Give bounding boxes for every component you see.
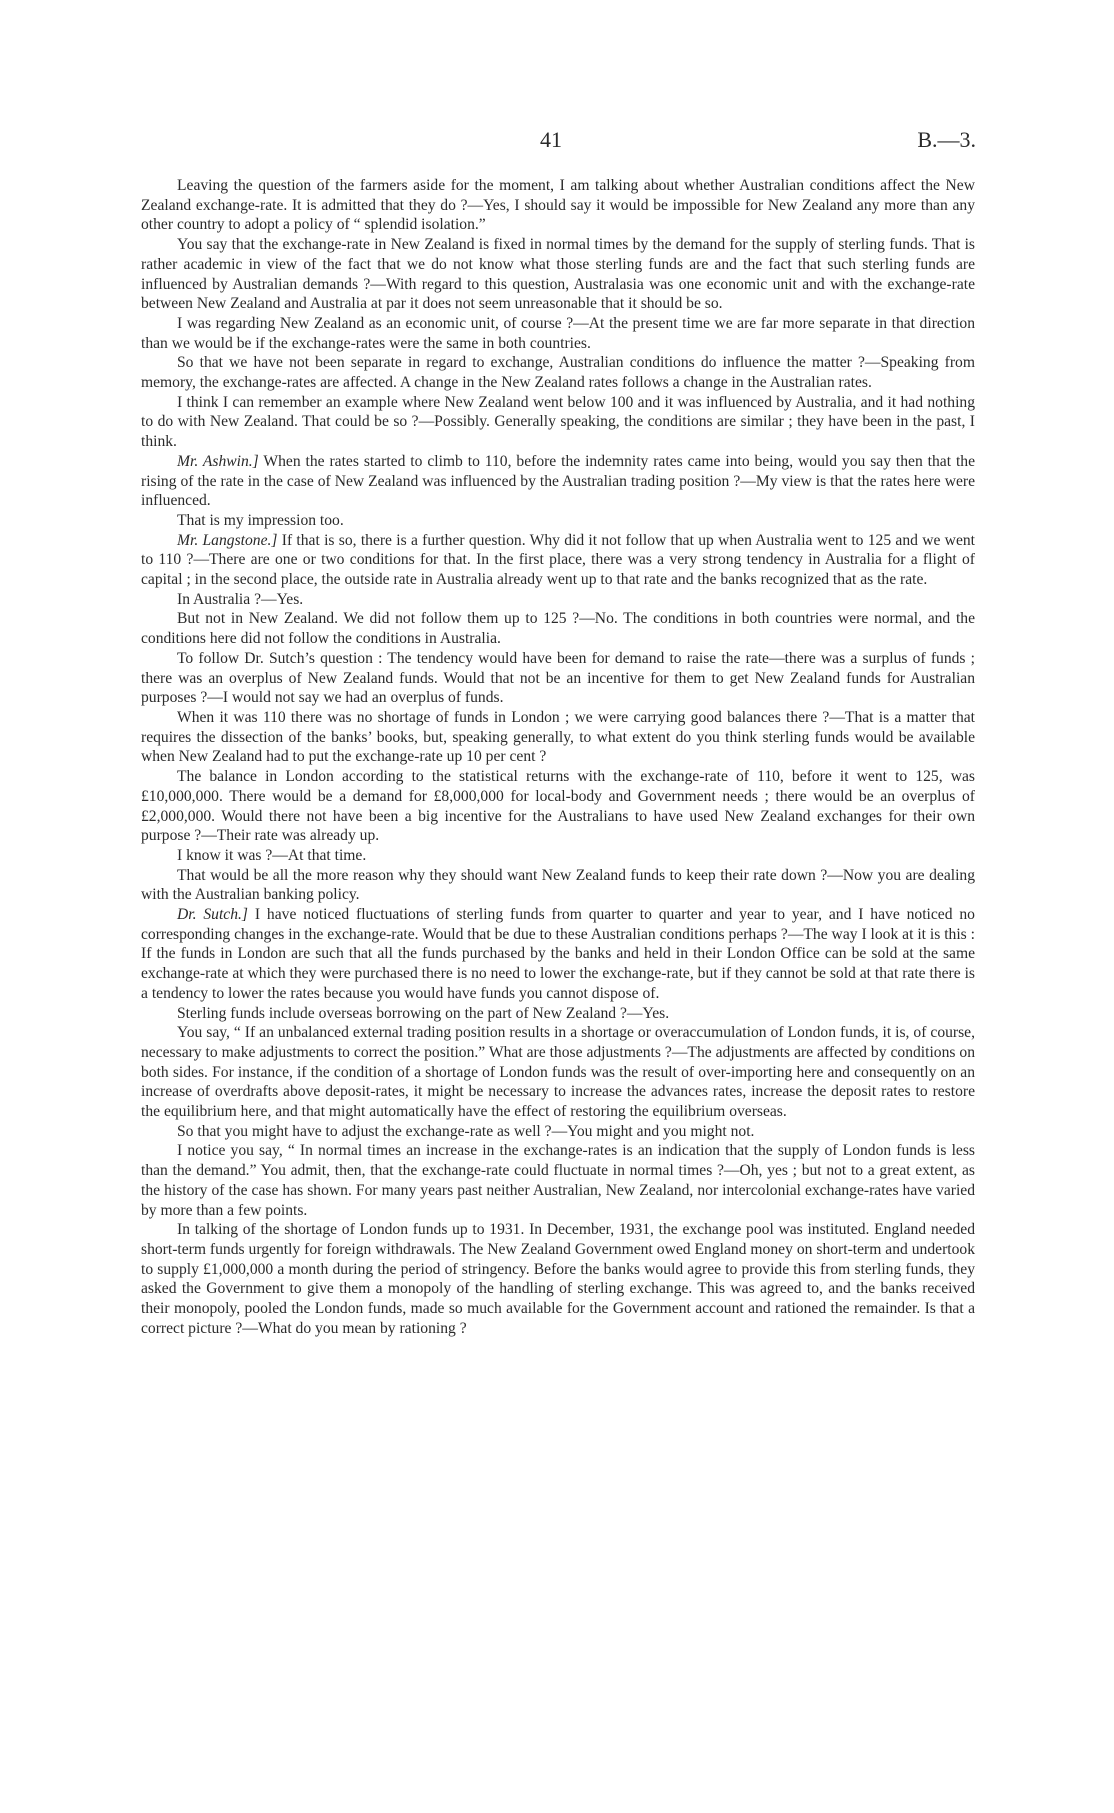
paragraph: I know it was ?—At that time. [177, 846, 367, 864]
paragraph: To follow Dr. Sutch’s question : The tendency would have been for demand to raise the rate—there was a surplus of funds ; there was an overplus of New Zealand funds. Would that not be an incentive for them to get New Zealand funds for Australian purposes ?—I would not say we had an overplus of funds. [141, 649, 975, 707]
paragraph: In Australia ?—Yes. [177, 590, 304, 608]
paragraph: Leaving the question of the farmers aside for the moment, I am talking about whether Australian conditions affect the New Zealand exchange-rate. It is admitted that they do ?—Yes, I should say it would be impossible for New Zealand any more than any other country to adopt a policy of “ splendid isolation.” [141, 177, 975, 234]
paragraph: Sterling funds include overseas borrowing on the part of New Zealand ?—Yes. [177, 1004, 670, 1022]
paragraph: When it was 110 there was no shortage of funds in London ; we were carrying good balances there ?—That is a matter that requires the dissection of the banks’ books, but, speaking generally, to what extent do you think sterling funds would be available when New Zealand had to put the exchange-rate up 10 per cent ? [141, 708, 975, 766]
page-header [0, 127, 1114, 157]
paragraph: So that you might have to adjust the exchange-rate as well ?—You might and you might not. [177, 1122, 755, 1140]
paragraph [141, 531, 975, 590]
document-body [141, 176, 975, 1338]
paragraph: I think I can remember an example where New Zealand went below 100 and it was influenced by Australia, and it had nothing to do with New Zealand. That could be so ?—Possibly. Generally speaking, the conditions are similar ; they have been in the past, I think. [141, 393, 975, 451]
document-reference: B.—3. [917, 127, 976, 152]
paragraph: The balance in London according to the statistical returns with the exchange-rate of 110, before it went to 125, was £10,000,000. There would be a demand for £8,000,000 for local-body and Government needs ; there would be an overplus of £2,000,000. Would there not have been a big incentive for the Australians to have used New Zealand exchanges for their own purpose ?—Their rate was already up. [141, 768, 975, 845]
speaker-name: Mr. Ashwin.] [177, 452, 259, 470]
paragraph: In talking of the shortage of London funds up to 1931. In December, 1931, the exchange pool was instituted. England needed short-term funds urgently for foreign withdrawals. The New Zealand Government owed England money on short-term and undertook to supply £1,000,000 a month during the period of stringency. Before the banks would agree to provide this from sterling funds, they asked the Government to give them a monopoly of the handling of sterling exchange. This was agreed to, and the banks received their monopoly, pooled the London funds, made so much available for the Government account and rationed the remainder. Is that a correct picture ?—What do you mean by rationing ? [141, 1221, 975, 1337]
speaker-name: Dr. Sutch.] [177, 906, 248, 924]
paragraph: You say, “ If an unbalanced external trading position results in a shortage or overaccumulation of London funds, it is, of course, necessary to make adjustments to correct the position.” What are those adjustments ?—The adjustments are affected by conditions on both sides. For instance, if the condition of a shortage of London funds was the result of over-importing here and consequently on an increase of overdrafts above deposit-rates, it might be necessary to increase the advances rates, increase the deposit rates to restore the equilibrium here, and that might automatically have the effect of restoring the equilibrium overseas. [141, 1024, 975, 1121]
paragraph: You say that the exchange-rate in New Zealand is fixed in normal times by the demand for the supply of sterling funds. That is rather academic in view of the fact that we do not know what those sterling funds are and the fact that such sterling funds are influenced by Australian demands ?—With regard to this question, Australasia was one economic unit and with the exchange-rate between New Zealand and Australia at par it does not seem unreasonable that it should be so. [141, 236, 975, 313]
paragraph [141, 452, 975, 511]
paragraph: But not in New Zealand. We did not follow them up to 125 ?—No. The conditions in both countries were normal, and the conditions here did not follow the conditions in Australia. [141, 610, 975, 648]
paragraph-text: When the rates started to climb to 110, before the indemnity rates came into being, would you say then that the rising of the rate in the case of New Zealand was influenced by the Australian trading position ?—My view is that the rates here were influenced. [141, 452, 975, 510]
paragraph: I was regarding New Zealand as an economic unit, of course ?—At the present time we are far more separate in that direction than we would be if the exchange-rates were the same in both countries. [141, 314, 975, 352]
paragraph-text: I have noticed fluctuations of sterling funds from quarter to quarter and year to year, and I have noticed no corresponding changes in the exchange-rate. Would that be due to these Australian conditions perhaps ?—The way I look at it is this : If the funds in London are such that all the funds purchased by the banks and held in their London Office can be sold at the same exchange-rate at which they were purchased there is no need to lower the exchange-rate, but if they cannot be sold at that rate there is a tendency to lower the rates because you would have funds you cannot dispose of. [141, 906, 975, 1002]
paragraph-text: If that is so, there is a further question. Why did it not follow that up when Australia went to 125 and we went to 110 ?—There are one or two conditions for that. In the first place, there was a very strong tendency in Australia for a flight of capital ; in the second place, the outside rate in Australia already went up to that rate and the banks recognized that as the rate. [141, 531, 975, 589]
paragraph: So that we have not been separate in regard to exchange, Australian conditions do influence the matter ?—Speaking from memory, the exchange-rates are affected. A change in the New Zealand rates follows a change in the Australian rates. [141, 354, 975, 392]
page-number: 41 [540, 127, 562, 152]
paragraph: That would be all the more reason why they should want New Zealand funds to keep their rate down ?—Now you are dealing with the Australian banking policy. [141, 866, 975, 904]
paragraph: That is my impression too. [177, 511, 344, 529]
paragraph [141, 905, 975, 1004]
paragraph: I notice you say, “ In normal times an increase in the exchange-rates is an indication that the supply of London funds is less than the demand.” You admit, then, that the exchange-rate could fluctuate in normal times ?—Oh, yes ; but not to a great extent, as the history of the case has shown. For many years past neither Australian, New Zealand, nor intercolonial exchange-rates have varied by more than a few points. [141, 1142, 975, 1219]
speaker-name: Mr. Langstone.] [177, 531, 278, 549]
